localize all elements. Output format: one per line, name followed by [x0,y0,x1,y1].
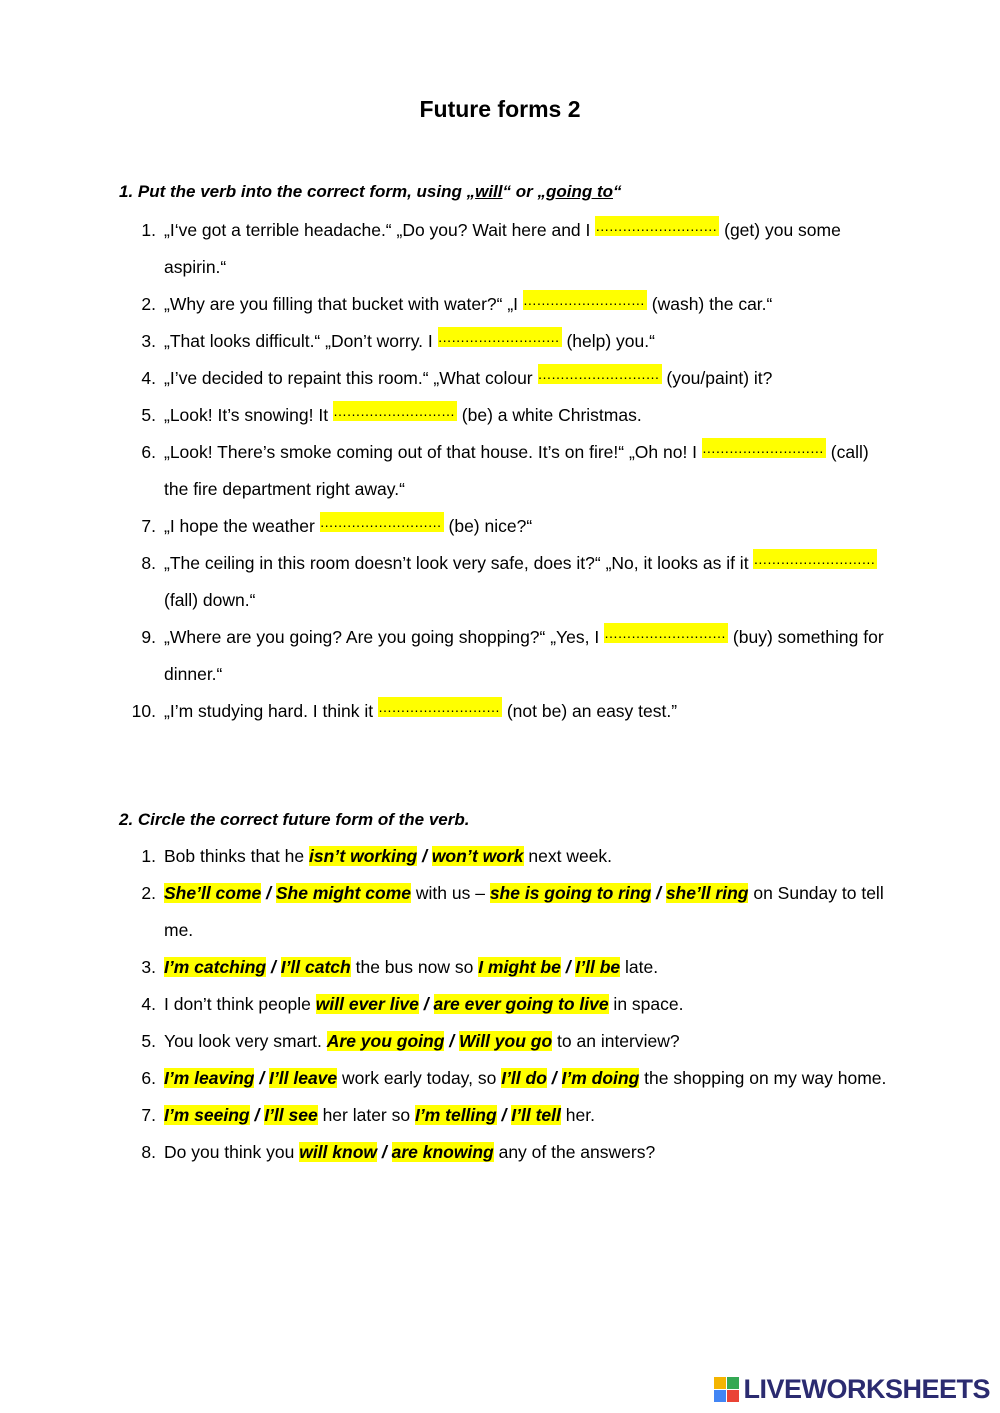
item-number: 1. [141,846,156,866]
item-text-before: „I hope the weather [164,516,320,536]
item-number: 7. [141,516,156,536]
option-separator: / [651,883,666,903]
item-number: 10. [131,701,156,721]
option-separator: / [496,1105,512,1125]
answer-blank[interactable]: ……………………… [538,364,662,384]
exercise2-item [130,949,890,986]
logo-square [714,1390,726,1402]
logo-square [727,1377,739,1389]
item-number: 5. [141,405,156,425]
option-a[interactable]: isn’t working [308,846,418,866]
item-text: any of the answers? [493,1142,656,1162]
option-b[interactable]: won’t work [431,846,524,866]
section1-list [130,212,890,730]
option-a[interactable]: She’ll come [164,883,262,903]
exercise1-item [130,545,890,619]
option-b[interactable]: I’m doing [561,1068,640,1088]
option-separator: / [249,1105,265,1125]
option-b[interactable]: I’ll catch [280,957,351,977]
exercise2-item [130,1134,890,1171]
item-number: 9. [141,627,156,647]
item-text: Do you think you [164,1142,300,1162]
exercise1-item [130,434,890,508]
heading-going-to: going to [545,182,613,201]
exercise1-item [130,619,890,693]
exercise1-item [130,286,890,323]
item-text-before: „Where are you going? Are you going shopping?“ „Yes, I [164,627,605,647]
item-text-before: „I’ve decided to repaint this room.“ „What colour [164,368,538,388]
item-text-after: (get) you some aspirin.“ [164,220,841,277]
answer-blank[interactable]: ……………………… [702,438,826,458]
option-a[interactable]: Are you going [326,1031,445,1051]
option-separator: / [254,1068,270,1088]
item-text: next week. [523,846,613,866]
option-b[interactable]: she’ll ring [665,883,749,903]
option-separator: / [266,957,281,977]
item-number: 6. [141,1068,156,1088]
answer-blank[interactable]: ……………………… [378,697,502,717]
item-number: 2. [141,294,156,314]
answer-blank[interactable]: ……………………… [438,327,562,347]
option-b[interactable]: I’ll tell [511,1105,561,1125]
option-separator: / [417,846,432,866]
answer-blank[interactable]: ……………………… [753,549,877,569]
item-text: work early today, so [337,1068,502,1088]
item-number: 3. [141,331,156,351]
answer-blank[interactable]: ……………………… [523,290,647,310]
page-title: Future forms 2 [419,96,581,122]
item-number: 3. [141,957,156,977]
item-text: with us – [411,883,490,903]
answer-blank[interactable]: ……………………… [333,401,457,421]
option-separator: / [560,957,576,977]
option-separator: / [444,1031,459,1051]
exercise2-item [130,986,890,1023]
option-a[interactable]: will know [299,1142,378,1162]
option-separator: / [261,883,276,903]
option-a[interactable]: will ever live [315,994,419,1014]
answer-blank[interactable]: ……………………… [320,512,444,532]
item-text-before: „I‘ve got a terrible headache.“ „Do you? Wait here and I [164,220,596,240]
exercise1-item [130,693,890,730]
item-text-after: (buy) something for dinner.“ [164,627,884,684]
exercise2-item [130,1097,890,1134]
logo-square [714,1377,726,1389]
item-number: 6. [141,442,156,462]
option-a[interactable]: I’m telling [414,1105,497,1125]
section2-heading: 2. Circle the correct future form of the verb. [119,810,470,829]
exercise2-item [130,875,890,949]
item-number: 8. [141,553,156,573]
item-text-after: (help) you.“ [561,331,655,351]
item-number: 7. [141,1105,156,1125]
item-text-after: (call) the fire department right away.“ [164,442,869,499]
option-b[interactable]: are knowing [391,1142,494,1162]
option-a[interactable]: I’m seeing [164,1105,250,1125]
item-text: her. [560,1105,595,1125]
option-a[interactable]: she is going to ring [489,883,652,903]
item-text: You look very smart. [164,1031,327,1051]
option-a[interactable]: I’m catching [164,957,267,977]
item-number: 2. [141,883,156,903]
item-text-after: (fall) down.“ [164,590,256,610]
heading-will: will [475,182,503,201]
item-text-after: (be) nice?“ [443,516,533,536]
item-text-before: „Look! There’s smoke coming out of that house. It’s on fire!“ „Oh no! I [164,442,702,462]
option-b[interactable]: I’ll leave [269,1068,338,1088]
item-text: on Sunday to tell me. [164,883,884,940]
item-number: 8. [141,1142,156,1162]
item-text-before: „Look! It’s snowing! It [164,405,333,425]
exercise1-item [130,212,890,286]
exercise2-item [130,1060,890,1097]
option-b[interactable]: She might come [275,883,412,903]
option-b[interactable]: I’ll be [575,957,621,977]
answer-blank[interactable]: ……………………… [595,216,719,236]
item-text: to an interview? [552,1031,680,1051]
exercise1-item [130,360,890,397]
item-number: 4. [141,368,156,388]
option-separator: / [546,1068,562,1088]
item-number: 5. [141,1031,156,1051]
item-text: her later so [317,1105,415,1125]
item-text: in space. [608,994,684,1014]
option-a[interactable]: I might be [478,957,561,977]
item-number: 1. [141,220,156,240]
item-text-after: (not be) an easy test.” [501,701,678,721]
exercise1-item [130,397,890,434]
item-text: Bob thinks that he [164,846,309,866]
item-text-before: „That looks difficult.“ „Don’t worry. I [164,331,438,351]
item-text-before: „Why are you filling that bucket with water?“ „I [164,294,523,314]
section1-heading: 1. Put the verb into the correct form, using „will“ or „going to“ [119,182,622,201]
answer-blank[interactable]: ……………………… [604,623,728,643]
exercise1-item [130,323,890,360]
logo-square [727,1390,739,1402]
liveworksheets-logo [714,1374,990,1405]
exercise2-item [130,838,890,875]
item-text: late. [620,957,659,977]
option-separator: / [418,994,434,1014]
item-text-after: (wash) the car.“ [646,294,773,314]
item-text-after: (you/paint) it? [661,368,773,388]
option-a[interactable]: I’ll do [501,1068,547,1088]
option-b[interactable]: I’ll see [264,1105,318,1125]
option-b[interactable]: Will you go [459,1031,553,1051]
item-text-before: „I’m studying hard. I think it [164,701,378,721]
item-text-after: (be) a white Christmas. [456,405,642,425]
exercise2-item [130,1023,890,1060]
item-text-before: „The ceiling in this room doesn’t look very safe, does it?“ „No, it looks as if it [164,553,754,573]
item-text: the bus now so [350,957,479,977]
item-text: I don’t think people [164,994,316,1014]
option-separator: / [377,1142,392,1162]
exercise1-item [130,508,890,545]
logo-text: LIVEWORKSHEETS [743,1374,990,1404]
section2-list [130,838,890,1171]
option-a[interactable]: I’m leaving [164,1068,255,1088]
item-number: 4. [141,994,156,1014]
item-text: the shopping on my way home. [639,1068,887,1088]
logo-mark-icon [714,1377,739,1402]
option-b[interactable]: are ever going to live [433,994,609,1014]
